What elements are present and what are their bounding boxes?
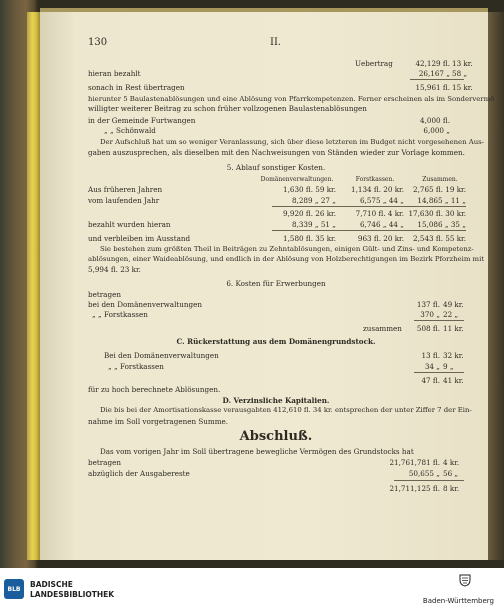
table-cell: 14,865 „ 11 „ [417, 196, 466, 205]
header-zusammen: Zusammen. [422, 176, 458, 183]
table-row-label: Aus früheren Jahren [88, 185, 163, 194]
section6-sum-label: zusammen [363, 324, 402, 333]
section6-betragen: betragen [88, 290, 121, 299]
table-cell: 8,289 „ 27 „ [291, 196, 336, 205]
sectionC-row2-label: „ „ Forstkassen [108, 362, 164, 371]
section5-note-line1: Sie bestehen zum größten Theil in Beiträgen zu Zehntablösungen, einigen Gült- und Zins- und Kompetenz- [100, 245, 474, 253]
section6-row1-fl: 137 fl. [416, 300, 440, 309]
para2-line1: Der Aufschluß hat um so weniger Veranlassung, sich über diese letzteren im Budget nicht vorgesehenen Aus- [100, 138, 484, 146]
table-cell: 7,710 fl. 4 kr. [355, 209, 404, 218]
abschluss-sum-kr: 8 kr. [443, 484, 460, 493]
abschluss-sum-fl: 21,711,125 fl. [389, 484, 440, 493]
rule [394, 480, 464, 481]
header-domaenen: Domänenverwaltungen. [260, 176, 334, 183]
section6-row1-kr: 49 kr. [443, 300, 464, 309]
sectionC-note: für zu hoch berechnete Ablösungen. [88, 385, 221, 394]
rule [410, 79, 464, 80]
section5-note-line2: ablösungen, einer Waideablösung, und endlich in der Ablösung von Holzberechtigungen im Bezirk Pforzheim mit [88, 255, 485, 263]
blb-logo-icon: BLB [4, 579, 24, 599]
section6-row2-fl: 370 „ [420, 310, 440, 319]
schoenwald-label: „ „ Schönwald [104, 126, 156, 135]
rest-label: sonach in Rest übertragen [88, 83, 185, 92]
table-cell: 8,339 „ 51 „ [291, 220, 336, 229]
library-name [30, 580, 114, 599]
rest-kr: 15 kr. [452, 83, 473, 92]
sectionC-row2-kr: 9 „ [443, 362, 454, 371]
sectionC-sum-kr: 41 kr. [443, 376, 464, 385]
abschluss-row1-label: betragen [88, 458, 121, 467]
table-cell: 2,543 fl. 55 kr. [413, 234, 466, 243]
section5-title: 5. Ablauf sonstiger Kosten. [226, 163, 326, 172]
abschluss-row1-kr: 4 kr. [443, 458, 460, 467]
section5-note-line3: 5,994 fl. 23 kr. [88, 265, 141, 274]
table-cell: 963 fl. 20 kr. [357, 234, 404, 243]
sectionD-line1: Die bis bei der Amortisationskasse verausgabten 412,610 fl. 34 kr. entsprechen der unter Ziffer 7 der Ein- [100, 406, 472, 414]
state-crest-icon [458, 574, 472, 587]
table-cell: 6,746 „ 44 „ [359, 220, 404, 229]
table-cell: 2,765 fl. 19 kr. [413, 185, 466, 194]
para2-line2: gaben auszusprechen, als dieselben mit den Nachweisungen von Ständen wieder zur Vorlage kommen. [88, 148, 465, 157]
para1-line2: willigter weiterer Beitrag zu schon früher vollzogenen Baulastenablösungen [88, 104, 367, 113]
rule [414, 320, 464, 321]
rule [272, 230, 466, 231]
table-row-label: vom laufenden Jahr [88, 196, 160, 205]
abschluss-row2-kr: 56 „ [443, 469, 459, 478]
abschluss-row1-fl: 21,761,781 fl. [389, 458, 440, 467]
region-name: Baden-Württemberg [422, 597, 494, 605]
sectionD-title: D. Verzinsliche Kapitalien. [222, 396, 330, 405]
uebertrag-label: Uebertrag [355, 59, 393, 68]
section6-sum-kr: 11 kr. [443, 324, 464, 333]
table-cell: 1,630 fl. 59 kr. [283, 185, 336, 194]
header-forst: Forstkassen. [355, 176, 395, 183]
sectionC-row1-fl: 13 fl. [421, 351, 440, 360]
abschluss-title: Abschluß. [239, 429, 313, 444]
rest-fl: 15,961 fl. [415, 83, 450, 92]
hieran-fl: 26,167 „ [418, 69, 450, 78]
page-number: 130 [88, 37, 108, 48]
abschluss-row2-fl: 50,655 „ [408, 469, 440, 478]
table-cell: 1,134 fl. 20 kr. [351, 185, 404, 194]
sectionC-row1-label: Bei den Domänenverwaltungen [104, 351, 219, 360]
furtwangen-fl: 4,000 fl. [420, 116, 450, 125]
para1-line1: hierunter 5 Baulastenablösungen und eine Ablösung von Pfarrkompetenzen. Ferner erscheinen als im Sondervermö [88, 95, 495, 103]
sectionC-sum-fl: 47 fl. [421, 376, 440, 385]
table-cell: 9,920 fl. 26 kr. [283, 209, 336, 218]
sectionC-row2-fl: 34 „ [424, 362, 440, 371]
section6-sum-fl: 508 fl. [416, 324, 440, 333]
sectionC-row1-kr: 32 kr. [443, 351, 464, 360]
section6-row2-label: „ „ Forstkassen [92, 310, 148, 319]
sectionC-title: C. Rückerstattung aus dem Domänengrundstock. [176, 337, 376, 346]
table-cell: 6,575 „ 44 „ [359, 196, 404, 205]
sectionD-line2: nahme im Soll vorgetragenen Summe. [88, 417, 229, 426]
library-name-line1: BADISCHE [30, 580, 73, 589]
table-cell: 1,580 fl. 35 kr. [283, 234, 336, 243]
table-cell: 15,086 „ 35 „ [417, 220, 466, 229]
uebertrag-fl: 42,129 fl. [415, 59, 450, 68]
table-cell: 17,630 fl. 30 kr. [408, 209, 466, 218]
table-row-label: und verbleiben im Ausstand [88, 234, 191, 243]
gilt-edge [27, 12, 40, 560]
table-row-label: bezahlt wurden hieran [88, 220, 171, 229]
rule [272, 206, 466, 207]
hieran-label: hieran bezahlt [88, 69, 141, 78]
hieran-kr: 58 „ [452, 69, 468, 78]
section6-title: 6. Kosten für Erwerbungen [226, 279, 326, 288]
rule [414, 372, 464, 373]
library-name-line2: LANDESBIBLIOTHEK [30, 589, 115, 599]
schoenwald-fl: 6,000 „ [423, 126, 450, 135]
abschluss-row2-label: abzüglich der Ausgabereste [88, 469, 190, 478]
abschluss-line1: Das vom vorigen Jahr im Soll übertragene bewegliche Vermögen des Grundstocks hat [100, 447, 414, 456]
section6-row1-label: bei den Domänenverwaltungen [88, 300, 203, 309]
section6-row2-kr: 22 „ [443, 310, 459, 319]
uebertrag-kr: 13 kr. [452, 59, 473, 68]
section-number: II. [270, 37, 282, 48]
furtwangen-label: in der Gemeinde Furtwangen [88, 116, 196, 125]
